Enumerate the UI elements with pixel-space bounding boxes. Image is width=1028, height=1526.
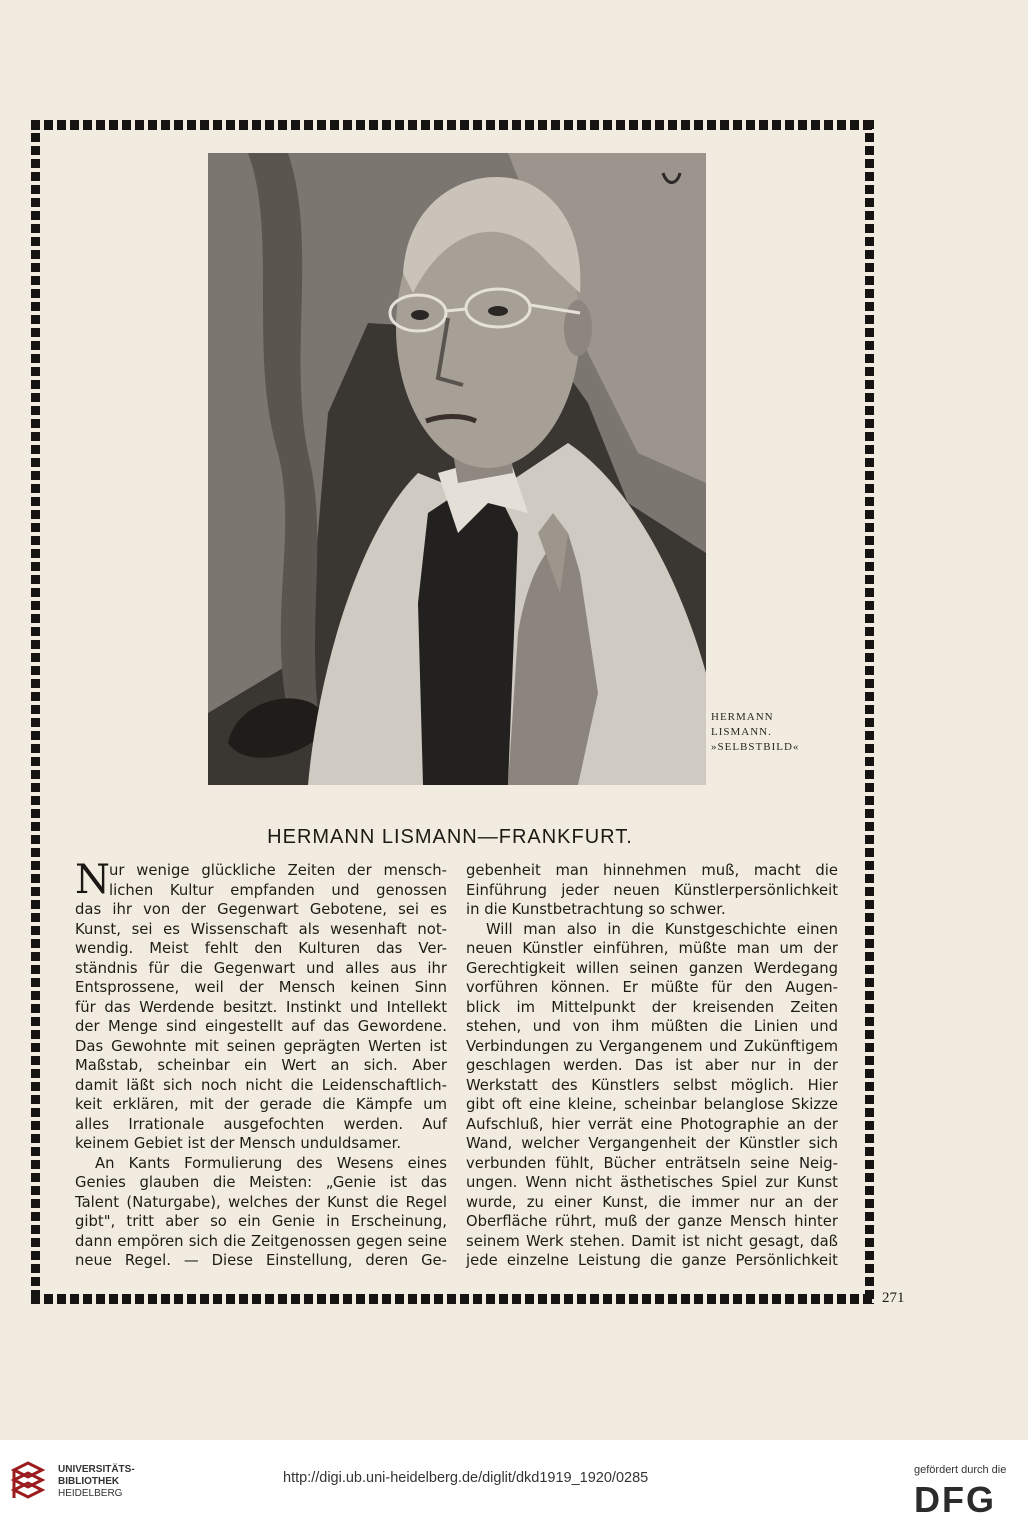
text-line: An Kants Formulierung des Wesens eines	[95, 1154, 447, 1172]
text-line: blick im Mittelpunkt der kreisenden Zeiten	[466, 998, 838, 1016]
institution-line-2: BIBLIOTHEK	[58, 1476, 120, 1487]
text-line: ungen. Wenn nicht ästhetisches Spiel zur Kunst	[466, 1174, 838, 1191]
text-line: gibt", tritt aber so ein Genie in Erscheinung,	[75, 1213, 447, 1230]
text-column-right	[466, 861, 838, 1271]
text-line: keit erklären, mit der gerade die Kämpfe um	[75, 1096, 447, 1113]
text-line: geschlagen werden. Das ist aber nur in der	[466, 1057, 838, 1074]
text-line: Oberfläche rührt, muß der ganze Mensch hinter	[466, 1213, 838, 1230]
drop-cap: N	[75, 857, 110, 903]
text-line: dann empören sich die Zeitgenossen gegen seine	[75, 1232, 447, 1250]
caption-line-2: LISMANN.	[711, 726, 772, 738]
text-line: Entsprossene, weil der Mensch keinen Sinn	[75, 979, 447, 996]
text-line: in die Kunstbetrachtung so schwer.	[466, 901, 726, 918]
text-line: Kunst, sei es Wissenschaft als wesenhaft not-	[75, 920, 447, 938]
text-line: neuen Künstler einführen, müßte man um der	[466, 940, 838, 957]
text-line: keinem Gebiet ist der Mensch unduldsamer.	[75, 1135, 402, 1152]
permalink-url[interactable]: http://digi.ub.uni-heidelberg.de/diglit/dkd1919_1920/0285	[283, 1470, 649, 1486]
text-line: gebenheit man hinnehmen muß, macht die	[466, 862, 838, 879]
text-line: der Menge sind eingestellt auf das Gewordene.	[75, 1018, 447, 1035]
text-line: ständnis für die Gegenwart und alles aus ihr	[75, 959, 447, 977]
text-line: Genies glauben die Meisten: „Genie ist das	[75, 1174, 447, 1191]
text-line: damit läßt sich noch nicht die Leidenschaftlich-	[75, 1076, 447, 1094]
text-line: seinem Werk stehen. Damit ist nicht gesagt, daß	[466, 1232, 838, 1250]
caption-line-3: »SELBSTBILD«	[711, 741, 800, 753]
frame-bottom-border	[31, 1294, 874, 1304]
text-line: wurde, zu einer Kunst, die immer nur an der	[466, 1193, 838, 1211]
frame-left-border	[31, 120, 40, 1304]
institution-line-1: UNIVERSITÄTS-	[58, 1464, 135, 1475]
university-library-logo-icon[interactable]	[10, 1460, 52, 1508]
text-line: Einführung jeder neuen Künstlerpersönlichkeit	[466, 881, 838, 899]
text-line: Wand, welcher Vergangenheit der Künstler sich	[466, 1135, 838, 1152]
text-line: Will man also in die Kunstgeschichte einen	[486, 920, 838, 938]
text-line: neue Regel. — Diese Einstellung, deren Ge-	[75, 1252, 447, 1269]
text-line: Maßstab, scheinbar ein Wert an sich. Aber	[75, 1057, 447, 1074]
text-line: verbunden fühlt, Bücher enträtseln seine Neig-	[466, 1154, 838, 1172]
text-line: Aufschluß, hier verrät eine Photographie an der	[466, 1115, 838, 1133]
text-line: alles Irrationale ausgefochten werden. Auf	[75, 1115, 447, 1133]
text-line: jede einzelne Leistung die ganze Persönlichkeit	[466, 1252, 838, 1269]
text-line: lichen Kultur empfanden und genossen	[109, 881, 447, 899]
institution-name[interactable]	[58, 1464, 135, 1500]
text-line: stehen, und von ihm müßten die Linien und	[466, 1018, 838, 1035]
text-line: Gerechtigkeit willen seinen ganzen Werdegang	[466, 959, 838, 977]
text-line: wendig. Meist fehlt den Kulturen das Ver-	[75, 940, 447, 957]
text-column-left	[75, 857, 447, 1271]
frame-top-border	[31, 120, 874, 130]
page-number: 271	[882, 1290, 905, 1306]
caption-line-1: HERMANN	[711, 711, 774, 723]
dfg-logo[interactable]: DFG	[914, 1479, 996, 1520]
text-line: Das Gewohnte mit seinen geprägten Werten ist	[75, 1037, 447, 1055]
text-line: Werkstatt des Künstlers selbst möglich. Hier	[466, 1076, 838, 1094]
funded-by-label: gefördert durch die	[914, 1464, 1007, 1476]
text-line: Talent (Naturgabe), welches der Kunst die Regel	[75, 1193, 447, 1211]
viewer-footer	[0, 1440, 1028, 1526]
institution-line-3: HEIDELBERG	[58, 1488, 123, 1499]
text-line: ur wenige glückliche Zeiten der mensch-	[109, 862, 447, 879]
self-portrait-painting	[208, 153, 706, 785]
text-line: vorführen können. Er müßte für den Augen-	[466, 979, 838, 996]
text-line: Verbindungen zu Vergangenem und Zukünftigem	[466, 1037, 838, 1055]
frame-right-border	[865, 120, 874, 1304]
article-title: HERMANN LISMANN—FRANKFURT.	[267, 826, 633, 848]
text-line: gibt oft eine kleine, scheinbar belanglose Skizze	[466, 1096, 838, 1113]
text-line: das ihr von der Gegenwart Gebotene, sei es	[75, 901, 447, 918]
text-line: für das Werdende besitzt. Instinkt und Intellekt	[75, 998, 447, 1016]
image-caption	[711, 710, 831, 755]
